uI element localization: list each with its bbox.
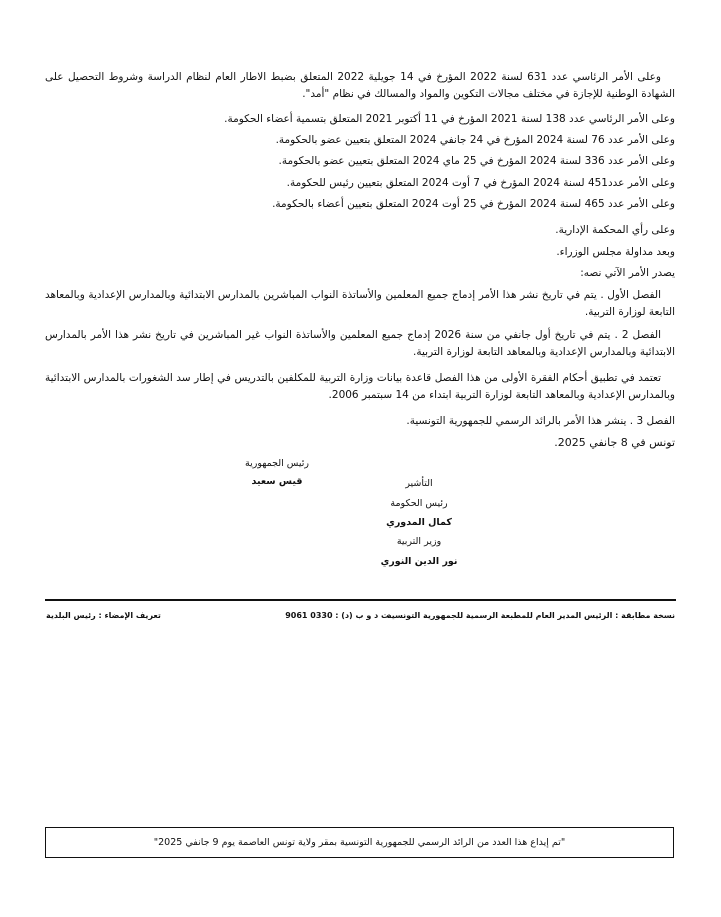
article-1: الفصل الأول . يتم في تاريخ نشر هذا الأمر إدماج جميع المعلمين والأساتذة النواب المباشرين بالمدارس الابتدائية وبالمدارس الإعدادية وبالمعاهد التابعة لوزارة التربية. [45,289,675,318]
preamble-paragraph: وعلى الأمر الرئاسي عدد 138 لسنة 2021 المؤرخ في 11 أكتوبر 2021 المتعلق بتسمية أعضاء الحكومة. [224,113,675,125]
pm-name: كمال المدوري [386,517,452,528]
minister-title: وزير التربية [396,536,442,547]
article-3: الفصل 3 . ينشر هذا الأمر بالرائد الرسمي للجمهورية التونسية. [406,415,675,427]
preamble-paragraph: وعلى الأمر عدد 336 لسنة 2024 المؤرخ في 25 ماي 2024 المتعلق بتعيين عضو بالحكومة. [278,155,675,167]
minister-name: نور الدين النوري [380,556,458,567]
countersign-label: التأشير [405,478,433,489]
preamble-paragraph: وعلى الأمر الرئاسي عدد 631 لسنة 2022 المؤرخ في 14 جويلية 2022 المتعلق بضبط الاطار العام لنظام الدراسة وشروط التحصيل على الشهادة الوطنية للإجازة في مختلف مجالات التكوين والمواد والمسالك في نظام "أمد". [45,71,675,100]
deposit-notice: "تم إيداع هذا العدد من الرائد الرسمي للجمهورية التونسية بمقر ولاية تونس العاصمة يوم 9 جانفي 2025" [153,837,566,848]
footer-divider [45,599,676,601]
preamble-paragraph: وعلى الأمر عدد 465 لسنة 2024 المؤرخ في 25 أوت 2024 المتعلق بتعيين أعضاء بالحكومة. [272,198,675,210]
article-2: الفصل 2 . يتم في تاريخ أول جانفي من سنة 2026 إدماج جميع المعلمين والأساتذة النواب غير المباشرين في تاريخ نشر هذا الأمر بالمدارس الابتدائية وبالمدارس الإعدادية وبالمعاهد التابعة لوزارة التربية. [45,329,675,358]
signature-authentication: تعريف الإمضاء : رئيس البلدية [46,611,161,620]
deposit-notice-box [45,827,674,858]
pm-title: رئيس الحكومة [390,498,448,509]
preamble-paragraph: وعلى الأمر عدد451 لسنة 2024 المؤرخ في 7 أوت 2024 المتعلق بتعيين رئيس للحكومة. [286,177,675,189]
preamble-paragraph: وعلى رأي المحكمة الإدارية. [555,224,675,236]
date-line: تونس في 8 جانفي 2025. [554,436,675,449]
preamble-paragraph: وبعد مداولة مجلس الوزراء. [556,246,675,258]
president-name: قيس سعيد [251,476,303,487]
article-2-paragraph-2: تعتمد في تطبيق أحكام الفقرة الأولى من هذا الفصل قاعدة بيانات وزارة التربية للمكلفين بالتدريس في إطار سد الشغورات بالمدارس الابتدائية وبالمدارس الإعدادية وبالمعاهد التابعة لوزارة التربية ابتداء من 14 سبتمبر 2006. [45,372,675,401]
certified-copy-note: نسخة مطابقة : الرئيس المدير العام للمطبعة الرسمية للجمهورية التونسية [386,611,675,620]
tax-id: ت د و ب (د) : 0330 9061 [285,611,389,620]
enactment-line: يصدر الأمر الآتي نصه: [580,267,675,279]
preamble-paragraph: وعلى الأمر عدد 76 لسنة 2024 المؤرخ في 24 جانفي 2024 المتعلق بتعيين عضو بالحكومة. [275,134,675,146]
president-title: رئيس الجمهورية [245,458,309,469]
